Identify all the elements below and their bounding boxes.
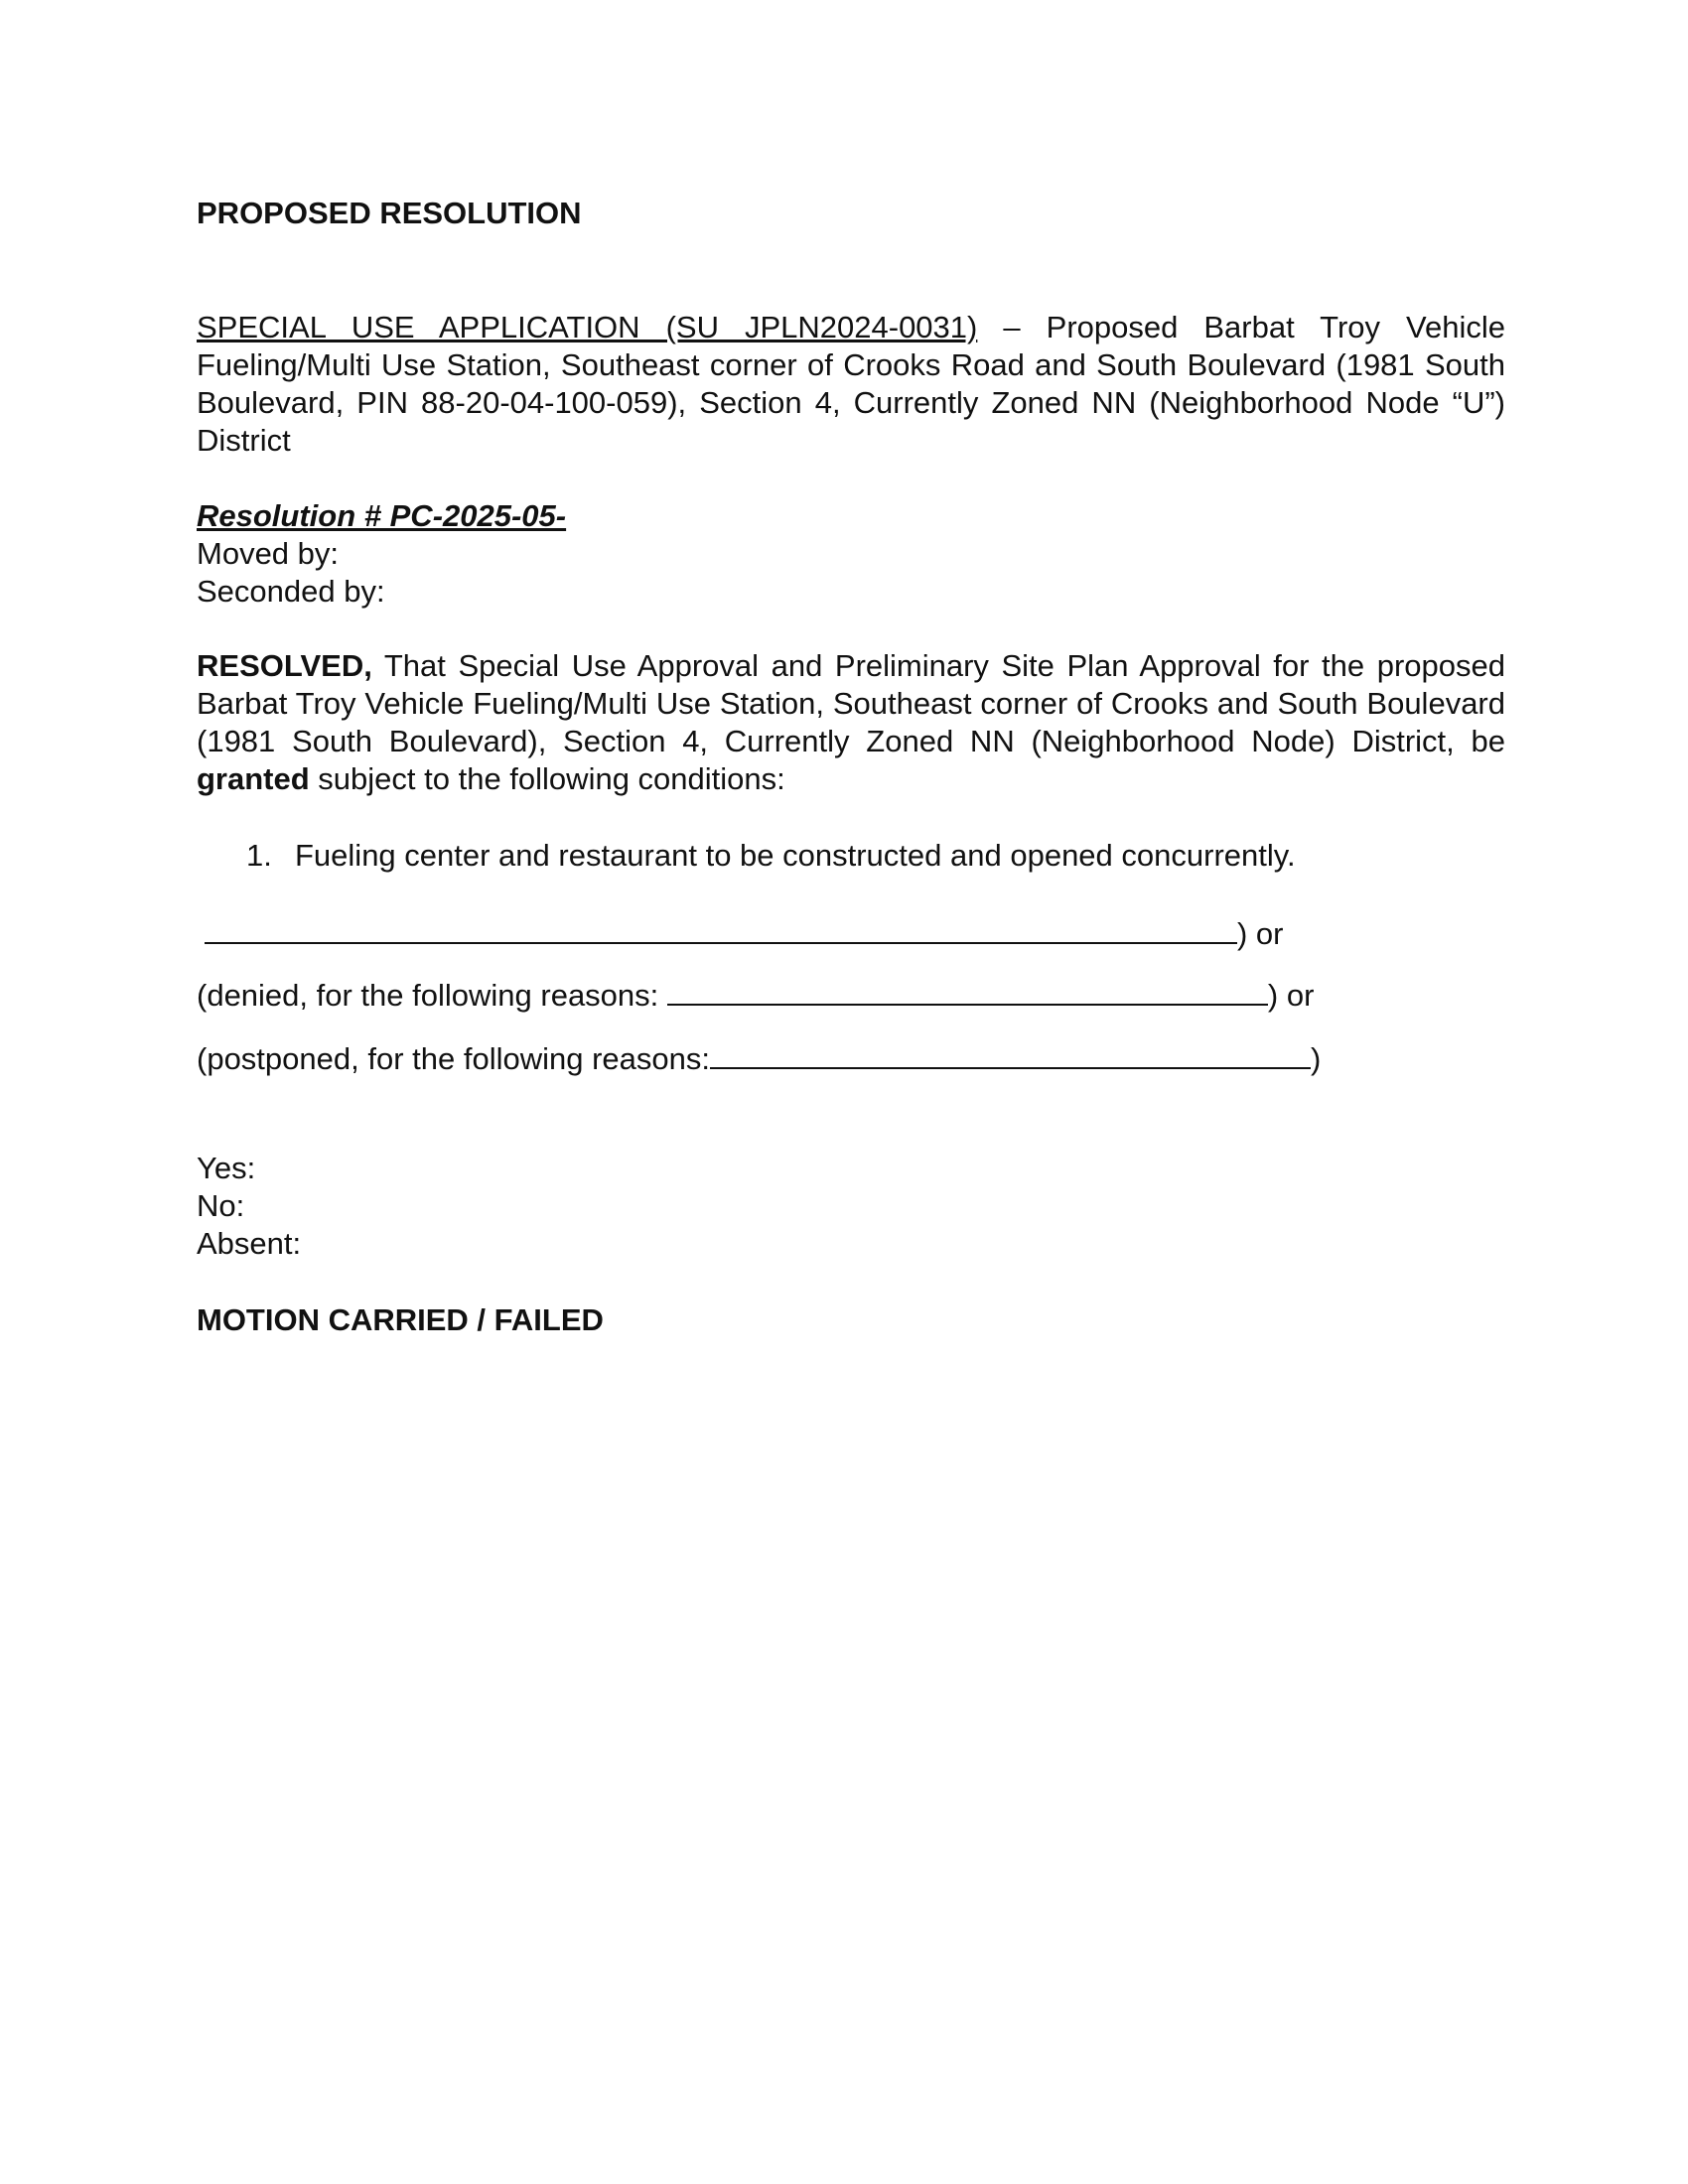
condition-number: 1. <box>246 838 272 873</box>
postponed-option-close: ) <box>1310 1041 1322 1076</box>
resolved-text-after: subject to the following conditions: <box>309 761 785 796</box>
page-title: PROPOSED RESOLUTION <box>197 196 582 230</box>
condition-list <box>197 837 1505 875</box>
granted-option-line <box>197 912 1505 953</box>
denied-option-close: ) or <box>1267 978 1315 1013</box>
denied-option-prefix: (denied, for the following reasons: <box>197 978 667 1013</box>
resolved-paragraph <box>197 647 1505 798</box>
seconded-by-label: Seconded by: <box>197 574 385 609</box>
resolution-block <box>197 497 1505 611</box>
resolved-emphasis: granted <box>197 761 310 796</box>
moved-by-label: Moved by: <box>197 536 340 571</box>
resolved-text-before: That Special Use Approval and Preliminary Site Plan Approval for the proposed Barbat Troy Vehicle Fueling/Multi Use Station, Southeast corner of Crooks and South Boulevard (1981 South Boulevard), Section 4, Currently Zoned NN (Neighborhood Node) District, be <box>197 648 1505 758</box>
resolved-lead: RESOLVED, <box>197 648 372 683</box>
denied-reason-blank <box>667 974 1268 1006</box>
case-number: SPECIAL USE APPLICATION (SU JPLN2024-0031) <box>197 310 978 344</box>
resolution-number: Resolution # PC-2025-05- <box>197 498 567 533</box>
application-description: – Proposed Barbat Troy Vehicle Fueling/Multi Use Station, Southeast corner of Crooks Road and South Boulevard (1981 South Boulevard, PIN 88-20-04-100-059), Section 4, Currently Zoned NN (Neighborhood Node “U”) District <box>197 310 1505 458</box>
denied-option-line <box>197 974 1505 1015</box>
granted-blank-line <box>205 912 1237 944</box>
motion-outcome: MOTION CARRIED / FAILED <box>197 1302 604 1337</box>
vote-tally <box>197 1150 1505 1263</box>
application-paragraph <box>197 309 1505 460</box>
vote-absent-label: Absent: <box>197 1226 302 1261</box>
postponed-option-line <box>197 1037 1505 1078</box>
postponed-reason-blank <box>710 1037 1311 1069</box>
vote-yes-label: Yes: <box>197 1151 256 1185</box>
list-item <box>197 837 1505 875</box>
condition-text: Fueling center and restaurant to be constructed and opened concurrently. <box>295 838 1296 873</box>
vote-no-label: No: <box>197 1188 245 1223</box>
postponed-option-prefix: (postponed, for the following reasons: <box>197 1041 710 1076</box>
granted-option-close: ) or <box>1237 916 1284 951</box>
